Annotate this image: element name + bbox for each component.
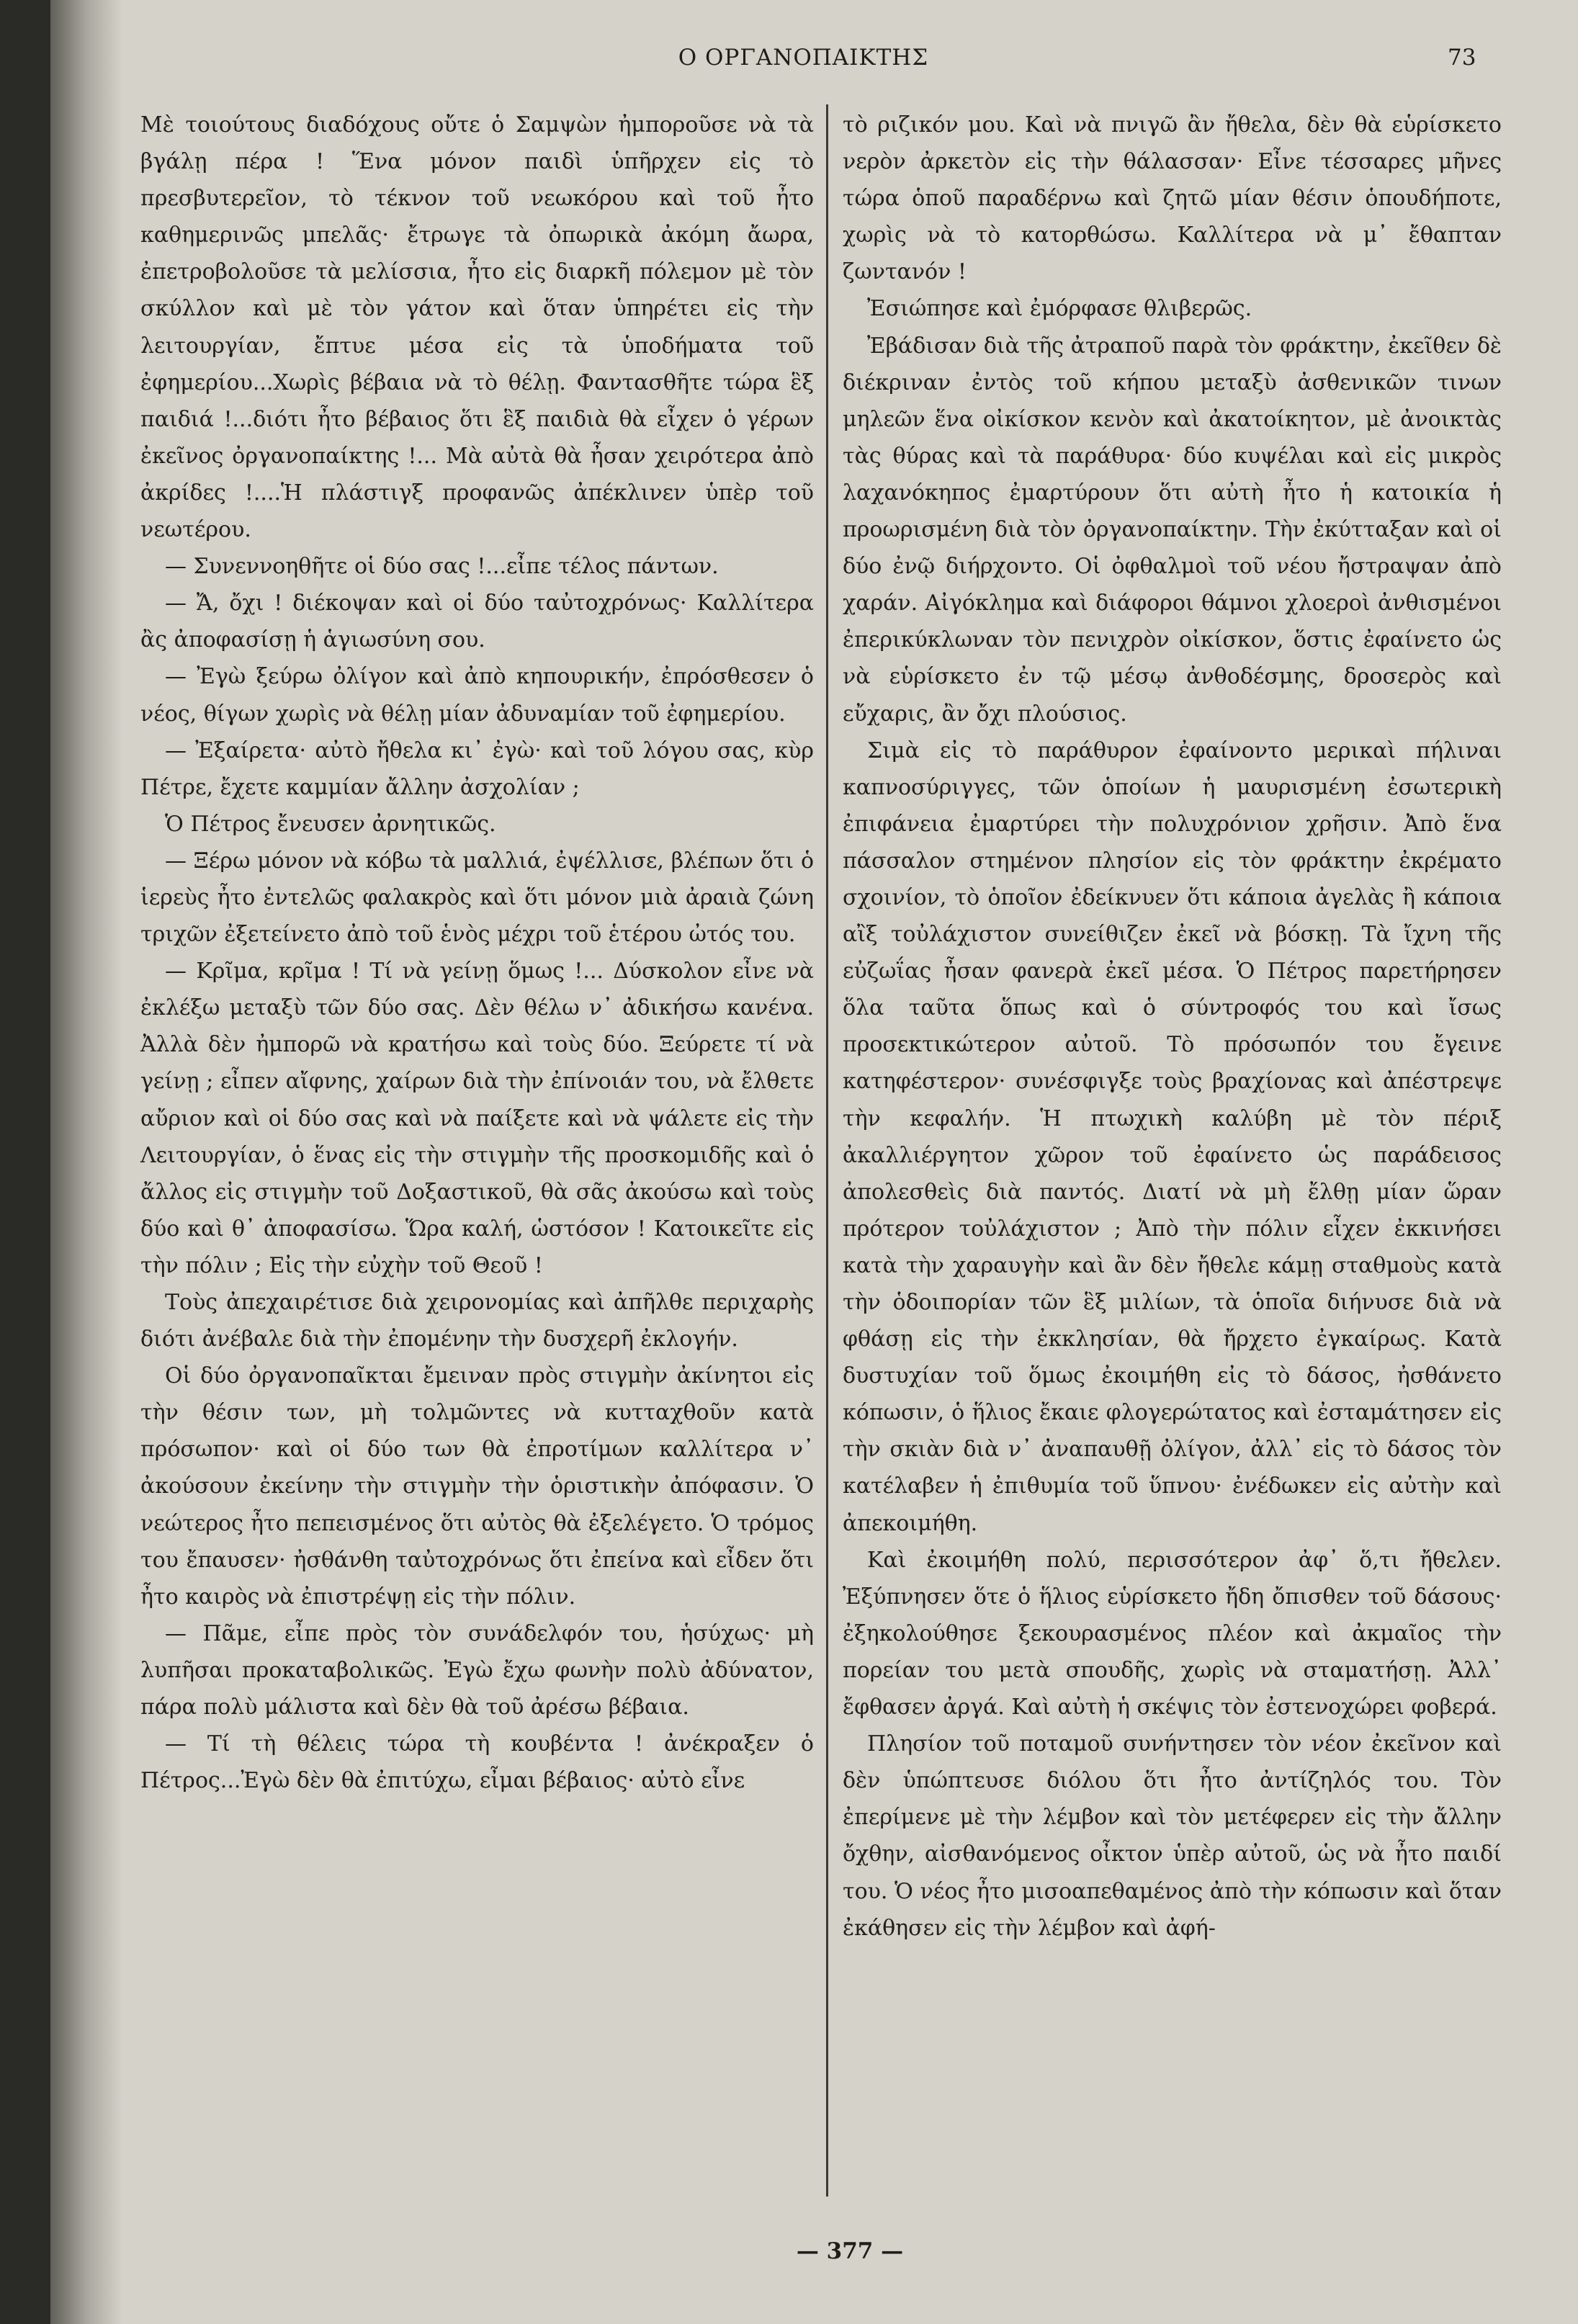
paragraph: — Ξέρω μόνον νὰ κόβω τὰ μαλλιά, ἐψέλλισε, βλέπων ὅτι ὁ ἱερεὺς ἦτο ἐντελῶς φαλακρὸς καὶ ὅτι μόνον μιὰ ἀραιὰ ζώνη τριχῶν ἐξετείνετο ἀπὸ τοῦ ἑνὸς μέχρι τοῦ ἑτέρου ὠτός του. — [140, 848, 814, 948]
paragraph: — Ἄ, ὄχι ! διέκοψαν καὶ οἱ δύο ταὐτοχρόνως· Καλλίτερα ἂς ἀποφασίσῃ ἡ ἁγιωσύνη σου. — [140, 591, 814, 653]
paragraph: Οἱ δύο ὀργανοπαῖκται ἔμειναν πρὸς στιγμὴν ἀκίνητοι εἰς τὴν θέσιν των, μὴ τολμῶντες νὰ κυτταχθοῦν κατὰ πρόσωπον· καὶ οἱ δύο των θὰ ἐπροτίμων καλλίτερα ν᾿ ἀκούσουν ἐκείνην τὴν στιγμὴν τὴν ὁριστικὴν ἀπόφασιν. Ὁ νεώτερος ἦτο πεπεισμένος ὅτι αὐτὸς θὰ ἐξελέγετο. Ὁ τρόμος του ἔπαυσεν· ἠσθάνθη ταὐτοχρόνως ὅτι ἐπείνα καὶ εἶδεν ὅτι ἦτο καιρὸς νὰ ἐπιστρέψῃ εἰς τὴν πόλιν. — [140, 1363, 814, 1610]
paragraph: Τοὺς ἀπεχαιρέτισε διὰ χειρονομίας καὶ ἀπῆλθε περιχαρὴς διότι ἀνέβαλε διὰ τὴν ἐπομένην τὴν δυσχερῆ ἐκλογήν. — [140, 1290, 814, 1352]
paragraph: Καὶ ἐκοιμήθη πολύ, περισσότερον ἀφ᾿ ὅ,τι ἤθελεν. Ἐξύπνησεν ὅτε ὁ ἥλιος εὑρίσκετο ἤδη ὄπισθεν τοῦ δάσους· ἐξηκολούθησε ξεκουρασμένος πλέον καὶ ἀκμαῖος τὴν πορείαν του μετὰ σπουδῆς, χωρὶς νὰ σταματήσῃ. Ἀλλ᾿ ἔφθασεν ἀργά. Καὶ αὐτὴ ἡ σκέψις τὸν ἐστενοχώρει φοβερά. — [843, 1547, 1502, 1720]
paragraph: — Τί τὴ θέλεις τώρα τὴ κουβέντα ! ἀνέκραξεν ὁ Πέτρος...Ἐγὼ δὲν θὰ ἐπιτύχω, εἶμαι βέβαιος· αὐτὸ εἶνε — [140, 1731, 814, 1794]
paragraph: Πλησίον τοῦ ποταμοῦ συνήντησεν τὸν νέον ἐκεῖνον καὶ δὲν ὑπώπτευσε διόλου ὅτι ἦτο ἀντίζηλός του. Τὸν ἐπερίμενε μὲ τὴν λέμβον καὶ τὸν μετέφερεν εἰς τὴν ἄλλην ὄχθην, αἰσθανόμενος οἶκτον ὑπὲρ αὐτοῦ, ὡς νὰ ἦτο παιδί του. Ὁ νέος ἦτο μισοαπεθαμένος ἀπὸ τὴν κόπωσιν καὶ ὅταν ἐκάθησεν εἰς τὴν λέμβον καὶ ἀφή- — [843, 1731, 1502, 1941]
left-column — [140, 107, 814, 1799]
paragraph: Ὁ Πέτρος ἔνευσεν ἀρνητικῶς. — [165, 811, 496, 837]
folio-marker: — 377 — — [796, 2238, 904, 2264]
running-header-title: Ο ΟΡΓΑΝΟΠΑΙΚΤΗΣ — [678, 45, 929, 71]
paragraph: τὸ ριζικόν μου. Καὶ νὰ πνιγῶ ἂν ἤθελα, δὲν θὰ εὑρίσκετο νερὸν ἀρκετὸν εἰς τὴν θάλασσαν· Εἶνε τέσσαρες μῆνες τώρα ὁποῦ παραδέρνω καὶ ζητῶ μίαν θέσιν ὁπουδήποτε, χωρὶς νὰ τὸ κατορθώσω. Καλλίτερα νὰ μ᾿ ἔθαπταν ζωντανόν ! — [843, 112, 1502, 285]
paragraph: Σιμὰ εἰς τὸ παράθυρον ἐφαίνοντο μερικαὶ πήλιναι καπνοσύριγγες, τῶν ὁποίων ἡ μαυρισμένη ἐσωτερικὴ ἐπιφάνεια ἐμαρτύρει τὴν πολυχρόνιον χρῆσιν. Ἀπὸ ἕνα πάσσαλον στημένον πλησίον εἰς τὸν φράκτην ἐκρέματο σχοινίον, τὸ ὁποῖον ἐδείκνυεν ὅτι κάποια ἀγελὰς ἢ κάποια αἲξ τοὐλάχιστον συνείθιζεν ἐκεῖ νὰ βόσκῃ. Τὰ ἴχνη τῆς εὐζωΐας ἦσαν φανερὰ ἐκεῖ μέσα. Ὁ Πέτρος παρετήρησεν ὅλα ταῦτα ὅπως καὶ ὁ σύντροφός του καὶ ἴσως προσεκτικώτερον αὐτοῦ. Τὸ πρόσωπόν του ἔγεινε κατηφέστερον· συνέσφιγξε τοὺς βραχίονας καὶ ἀπέστρεψε τὴν κεφαλήν. Ἡ πτωχικὴ καλύβη μὲ τὸν πέριξ ἀκαλλιέργητον χῶρον τοῦ ἐφαίνετο ὡς παράδεισος ἀπολεσθεὶς διὰ παντός. Διατί νὰ μὴ ἔλθῃ μίαν ὥραν πρότερον τοὐλάχιστον ; Ἀπὸ τὴν πόλιν εἶχεν ἐκκινήσει κατὰ τὴν χαραυγὴν καὶ ἂν δὲν ἤθελε κάμῃ σταθμοὺς κατὰ τὴν ὁδοιπορίαν τῶν ἓξ μιλίων, τὰ ὁποῖα διήνυσε διὰ νὰ φθάσῃ εἰς τὴν ἐκκλησίαν, θὰ ἤρχετο ἐγκαίρως. Κατὰ δυστυχίαν τοῦ ὅμως ἐκοιμήθη εἰς τὸ δάσος, ἠσθάνετο κόπωσιν, ὁ ἥλιος ἔκαιε φλογερώτατος καὶ ἐσταμάτησεν εἰς τὴν σκιὰν διὰ ν᾿ ἀναπαυθῇ ὀλίγον, ἀλλ᾿ εἰς τὸ δάσος τὸν κατέλαβεν ἡ ἐπιθυμία τοῦ ὕπνου· ἐνέδωκεν εἰς αὐτὴν καὶ ἀπεκοιμήθη. — [843, 737, 1502, 1536]
paragraph: — Πᾶμε, εἶπε πρὸς τὸν συνάδελφόν του, ἡσύχως· μὴ λυπῆσαι προκαταβολικῶς. Ἐγὼ ἔχω φωνὴν πολὺ ἀδύνατον, πάρα πολὺ μάλιστα καὶ δὲν θὰ τοῦ ἀρέσω βέβαια. — [140, 1620, 814, 1720]
paragraph: Ἐσιώπησε καὶ ἐμόρφασε θλιβερῶς. — [867, 296, 1252, 322]
page-number: 73 — [1448, 45, 1476, 71]
column-divider — [826, 104, 828, 2197]
paragraph: — Κρῖμα, κρῖμα ! Τί νὰ γείνῃ ὅμως !... Δύσκολον εἶνε νὰ ἐκλέξω μεταξὺ τῶν δύο σας. Δὲν θέλω ν᾿ ἀδικήσω κανένα. Ἀλλὰ δὲν ἠμπορῶ νὰ κρατήσω καὶ τοὺς δύο. Ξεύρετε τί νὰ γείνῃ ; εἶπεν αἴφνης, χαίρων διὰ τὴν ἐπίνοιάν του, νὰ ἔλθετε αὔριον καὶ οἱ δύο σας καὶ νὰ παίξετε καὶ νὰ ψάλετε εἰς τὴν Λειτουργίαν, ὁ ἕνας εἰς τὴν στιγμὴν τῆς προσκομιδῆς καὶ ὁ ἄλλος εἰς στιγμὴν τοῦ Δοξαστικοῦ, θὰ σᾶς ἀκούσω καὶ τοὺς δύο καὶ θ᾿ ἀποφασίσω. Ὥρα καλή, ὡστόσον ! Κατοικεῖτε εἰς τὴν πόλιν ; Εἰς τὴν εὐχὴν τοῦ Θεοῦ ! — [140, 959, 814, 1278]
paragraph: — Συνεννοηθῆτε οἱ δύο σας !...εἶπε τέλος πάντων. — [165, 554, 719, 580]
paragraph: Ἐβάδισαν διὰ τῆς ἀτραποῦ παρὰ τὸν φράκτην, ἐκεῖθεν δὲ διέκριναν ἐντὸς τοῦ κήπου μεταξὺ ἀσθενικῶν τινων μηλεῶν ἕνα οἰκίσκον κενὸν καὶ ἀκατοίκητον, μὲ ἀνοικτὰς τὰς θύρας καὶ τὰ παράθυρα· δύο κυψέλαι καὶ εἰς μικρὸς λαχανόκηπος ἐμαρτύρουν ὅτι αὐτὴ ἦτο ἡ κατοικία ἡ προωρισμένη διὰ τὸν ὀργανοπαίκτην. Τὴν ἐκύτταξαν καὶ οἱ δύο ἐνῷ διήρχοντο. Οἱ ὀφθαλμοὶ τοῦ νέου ἤστραψαν ἀπὸ χαράν. Αἰγόκλημα καὶ διάφοροι θάμνοι χλοεροὶ ἀνθισμένοι ἐπερικύκλωναν τὸν πενιχρὸν οἰκίσκον, ὅστις ἐφαίνετο ὡς νὰ εὑρίσκετο ἐν τῷ μέσῳ ἀνθοδέσμης, δροσερὸς καὶ εὔχαρις, ἂν ὄχι πλούσιος. — [843, 333, 1502, 727]
paragraph: Μὲ τοιούτους διαδόχους οὔτε ὁ Σαμψὼν ἠμποροῦσε νὰ τὰ βγάλῃ πέρα ! Ἕνα μόνον παιδὶ ὑπῆρχεν εἰς τὸ πρεσβυτερεῖον, τὸ τέκνον τοῦ νεωκόρου καὶ τοῦ ἦτο καθημερινῶς μπελᾶς· ἔτρωγε τὰ ὀπωρικὰ ἀκόμη ἄωρα, ἐπετροβολοῦσε τὰ μελίσσια, ἦτο εἰς διαρκῆ πόλεμον μὲ τὸν σκύλλον καὶ μὲ τὸν γάτον καὶ ὅταν ὑπηρέτει εἰς τὴν λειτουργίαν, ἔπτυε μέσα εἰς τὰ ὑποδήματα τοῦ ἐφημερίου...Χωρὶς βέβαια νὰ τὸ θέλῃ. Φαντασθῆτε τώρα ἓξ παιδιά !...διότι ἦτο βέβαιος ὅτι ἓξ παιδιὰ θὰ εἶχεν ὁ γέρων ἐκεῖνος ὀργανοπαίκτης !... Μὰ αὐτὰ θὰ ἦσαν χειρότερα ἀπὸ ἀκρίδες !....Ἡ πλάστιγξ προφανῶς ἀπέκλινεν ὑπὲρ τοῦ νεωτέρου. — [140, 112, 814, 543]
right-column — [843, 107, 1502, 1947]
binding-edge — [0, 0, 50, 2324]
paragraph: — Ἐξαίρετα· αὐτὸ ἤθελα κι᾿ ἐγὼ· καὶ τοῦ λόγου σας, κὺρ Πέτρε, ἔχετε καμμίαν ἄλλην ἀσχολίαν ; — [140, 737, 814, 800]
paragraph: — Ἐγὼ ξεύρω ὀλίγον καὶ ἀπὸ κηπουρικήν, ἐπρόσθεσεν ὁ νέος, θίγων χωρὶς νὰ θέλῃ μίαν ἀδυναμίαν τοῦ ἐφημερίου. — [140, 664, 814, 727]
